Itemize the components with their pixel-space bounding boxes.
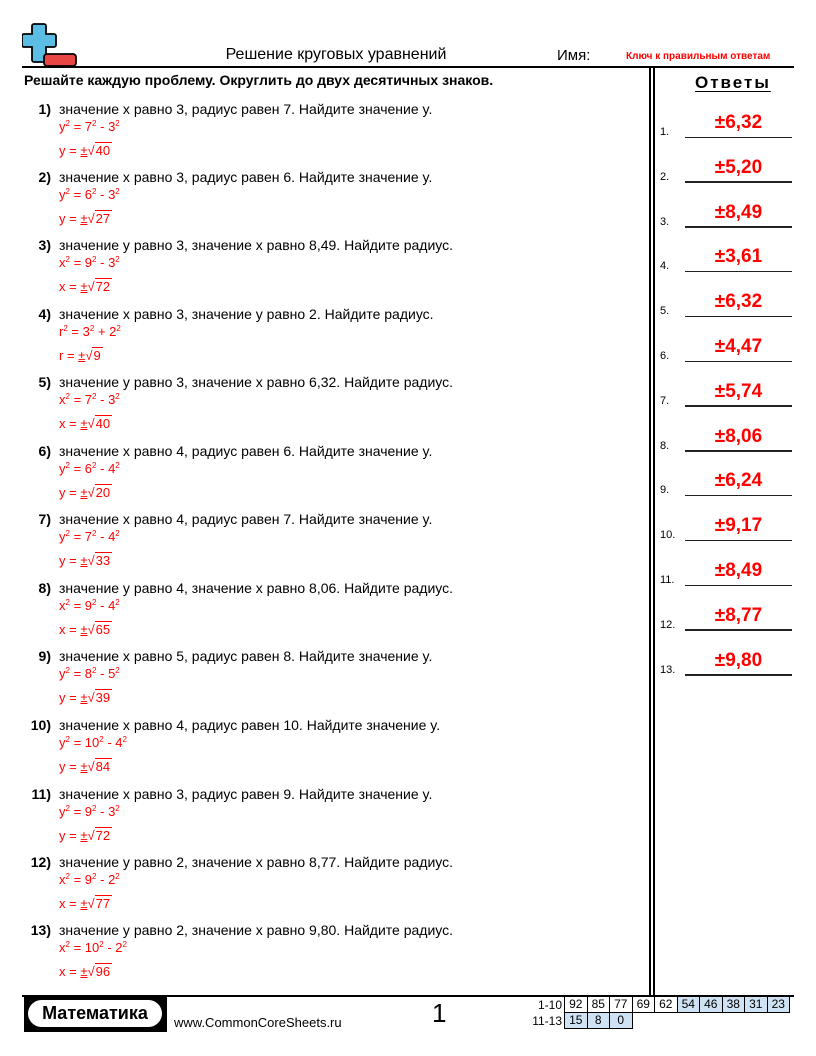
answer-underline [685, 450, 792, 452]
problem-text: значение y равно 4, значение x равно 8,06. Найдите радиус. [59, 580, 454, 596]
solution-step-2: x = ±√77 [59, 896, 111, 911]
score-cell: 38 [722, 996, 746, 1013]
score-cell: 92 [564, 996, 588, 1013]
answer-line [660, 322, 792, 362]
solution-step-2: x = ±√65 [59, 622, 111, 637]
problem-number: 11) [31, 786, 51, 802]
answer-key-label: Ключ к правильным ответам [626, 51, 771, 62]
answer-number: 2. [660, 170, 670, 183]
solution-step-2: y = ±√40 [59, 143, 111, 158]
problem-number: 13) [30, 922, 51, 938]
score-range-label: 11-13 [532, 1014, 562, 1028]
problem-number: 12) [30, 854, 51, 870]
solution-step-1: $x^2 = 9^2 - 2^2$ [59, 872, 120, 887]
answer-value: ±8,77 [714, 604, 763, 626]
answer-line [660, 546, 792, 586]
score-row [526, 997, 790, 1013]
problem-item [0, 237, 640, 305]
problem-text: значение x равно 3, радиус равен 9. Найдите значение y. [59, 786, 433, 802]
problem-number: 6) [38, 443, 51, 459]
score-cell: 8 [587, 1012, 611, 1029]
answer-value: ±8,49 [714, 201, 763, 223]
radicand: 65 [95, 622, 111, 637]
brand-label: Математика [28, 1000, 162, 1027]
problem-text: значение x равно 3, радиус равен 7. Найдите значение y. [59, 101, 433, 117]
problem-text: значение y равно 3, значение x равно 8,49. Найдите радиус. [59, 237, 454, 253]
solution-step-1: $x^2 = 9^2 - 4^2$ [59, 598, 120, 613]
problem-text: значение y равно 2, значение x равно 8,77. Найдите радиус. [59, 854, 454, 870]
answer-line [660, 98, 792, 138]
solution-step-2: x = ±√72 [59, 279, 111, 294]
answer-underline [685, 181, 792, 183]
answer-value: ±9,17 [714, 515, 763, 537]
radicand: 39 [95, 690, 111, 705]
page-number: 1 [432, 998, 447, 1028]
name-label: Имя: [557, 47, 591, 64]
answer-number: 1. [660, 126, 670, 138]
solution-step-2: r = ±√9 [59, 348, 101, 363]
problem-number: 7) [38, 511, 51, 527]
answer-underline [685, 495, 792, 497]
solution-step-1: $y^2 = 8^2 - 5^2$ [59, 666, 120, 681]
solution-step-1: $x^2 = 9^2 - 3^2$ [59, 255, 120, 270]
problem-item [0, 580, 640, 648]
answers-title: Ответы [695, 73, 771, 92]
solution-step-1: $x^2 = 7^2 - 3^2$ [59, 392, 120, 407]
answer-value: ±4,47 [714, 336, 763, 357]
problem-text: значение x равно 5, радиус равен 8. Найдите значение y. [59, 648, 433, 664]
problem-number: 10) [30, 717, 51, 733]
answer-number: 8. [660, 439, 670, 452]
answer-line [660, 188, 792, 228]
problem-number: 8) [38, 580, 51, 596]
answer-line [660, 412, 792, 452]
answer-number: 5. [660, 305, 670, 318]
score-cell: 46 [699, 996, 723, 1013]
radicand: 77 [95, 896, 111, 911]
problem-item [0, 922, 640, 990]
solution-step-1: $y^2 = 7^2 - 3^2$ [59, 119, 120, 134]
answer-value: ±6,24 [714, 470, 763, 492]
solution-step-2: y = ±√39 [59, 690, 111, 705]
radicand: 20 [95, 485, 111, 500]
solution-step-2: x = ±√96 [59, 964, 111, 979]
solution-step-2: y = ±√27 [59, 211, 111, 226]
problem-item [0, 374, 640, 442]
answer-line [660, 143, 792, 183]
answer-number: 9. [660, 484, 670, 497]
answer-underline [685, 316, 792, 318]
answer-underline [685, 629, 792, 631]
problem-item [0, 443, 640, 511]
solution-step-2: x = ±√40 [59, 416, 111, 431]
answer-value: ±5,20 [714, 156, 763, 178]
problem-item [0, 306, 640, 374]
answer-underline [685, 137, 792, 139]
solution-step-2: y = ±√20 [59, 485, 111, 500]
score-cell: 85 [587, 996, 611, 1013]
radicand: 40 [95, 416, 111, 431]
problem-number: 5) [38, 374, 51, 390]
solution-step-1: $y^2 = 6^2 - 4^2$ [59, 461, 120, 476]
plus-minus-logo-icon [22, 22, 80, 68]
problem-text: значение x равно 4, радиус равен 7. Найдите значение y. [59, 511, 433, 527]
solution-step-1: $y^2 = 9^2 - 3^2$ [59, 804, 120, 819]
problem-item [0, 854, 640, 922]
answer-number: 13. [660, 663, 676, 676]
column-divider [653, 67, 655, 997]
solution-step-1: $r^2 = 3^2 + 2^2$ [59, 324, 121, 339]
problem-item [0, 169, 640, 237]
answer-value: ±6,32 [714, 112, 763, 133]
problem-number: 3) [38, 237, 51, 253]
problem-text: значение x равно 4, радиус равен 6. Найдите значение y. [59, 443, 433, 459]
answer-line [660, 501, 792, 541]
problem-item [0, 717, 640, 785]
score-cell: 77 [609, 996, 633, 1013]
problem-item [0, 648, 640, 716]
radicand: 33 [95, 553, 111, 568]
problem-item [0, 786, 640, 854]
radicand: 84 [95, 759, 111, 774]
answer-value: ±3,61 [714, 246, 763, 268]
solution-step-1: $y^2 = 6^2 - 3^2$ [59, 187, 120, 202]
answer-number: 12. [660, 618, 676, 631]
answer-number: 7. [660, 394, 670, 407]
answer-value: ±8,49 [714, 560, 763, 581]
radicand: 72 [95, 279, 111, 294]
solution-step-2: y = ±√33 [59, 553, 111, 568]
problem-number: 2) [38, 169, 51, 185]
answer-value: ±6,32 [714, 291, 763, 313]
answer-number: 4. [660, 260, 670, 273]
answer-number: 3. [660, 215, 670, 228]
answer-value: ±9,80 [714, 649, 763, 671]
problem-text: значение x равно 4, радиус равен 10. Найдите значение y. [59, 717, 441, 733]
answer-underline [685, 405, 792, 407]
score-cell: 15 [564, 1012, 588, 1029]
score-cell: 69 [632, 996, 656, 1013]
answer-line [660, 232, 792, 272]
solution-step-1: $x^2 = 10^2 - 2^2$ [59, 940, 127, 955]
problem-item [0, 511, 640, 579]
radicand: 72 [95, 828, 111, 843]
answer-line [660, 636, 792, 676]
score-cell: 23 [767, 996, 791, 1013]
radicand: 9 [93, 348, 101, 363]
radicand: 27 [95, 211, 111, 226]
problem-text: значение y равно 3, значение x равно 6,32. Найдите радиус. [59, 374, 454, 390]
site-url: www.CommonCoreSheets.ru [174, 1015, 342, 1030]
problem-text: значение x равно 3, радиус равен 6. Найдите значение y. [59, 169, 433, 185]
score-cell: 31 [744, 996, 768, 1013]
solution-step-1: $y^2 = 10^2 - 4^2$ [59, 735, 127, 750]
solution-step-2: y = ±√72 [59, 828, 111, 843]
score-row [526, 1013, 790, 1029]
instructions: Решайте каждую проблему. Округлить до двух десятичных знаков. [24, 72, 494, 88]
problem-text: значение x равно 3, значение y равно 2. Найдите радиус. [59, 306, 434, 322]
column-divider [649, 67, 651, 997]
score-cell: 62 [654, 996, 678, 1013]
solution-step-2: y = ±√84 [59, 759, 111, 774]
score-table [526, 997, 790, 1029]
answer-line [660, 591, 792, 631]
answer-underline [685, 585, 792, 587]
header-divider [22, 66, 794, 68]
score-cell: 54 [677, 996, 701, 1013]
problem-number: 4) [38, 306, 51, 322]
page-title: Решение круговых уравнений [225, 46, 447, 63]
problem-text: значение y равно 2, значение x равно 9,80. Найдите радиус. [59, 922, 454, 938]
answer-line [660, 456, 792, 496]
problem-number: 1) [38, 101, 51, 117]
problem-number: 9) [38, 648, 51, 664]
answer-number: 11. [660, 574, 675, 586]
answer-number: 6. [660, 350, 670, 362]
answer-underline [685, 226, 792, 228]
score-range-label: 1-10 [537, 998, 562, 1012]
answer-value: ±8,06 [714, 425, 763, 447]
radicand: 96 [95, 964, 111, 979]
answer-underline [685, 540, 792, 542]
solution-step-1: $y^2 = 7^2 - 4^2$ [59, 529, 120, 544]
problem-item [0, 101, 640, 169]
answer-underline [685, 674, 792, 676]
answer-number: 10. [660, 529, 676, 542]
answer-line [660, 277, 792, 317]
answer-underline [685, 361, 792, 363]
answer-line [660, 367, 792, 407]
answer-underline [685, 271, 792, 273]
score-cell: 0 [609, 1012, 633, 1029]
radicand: 40 [95, 143, 111, 158]
answer-value: ±5,74 [714, 380, 763, 402]
